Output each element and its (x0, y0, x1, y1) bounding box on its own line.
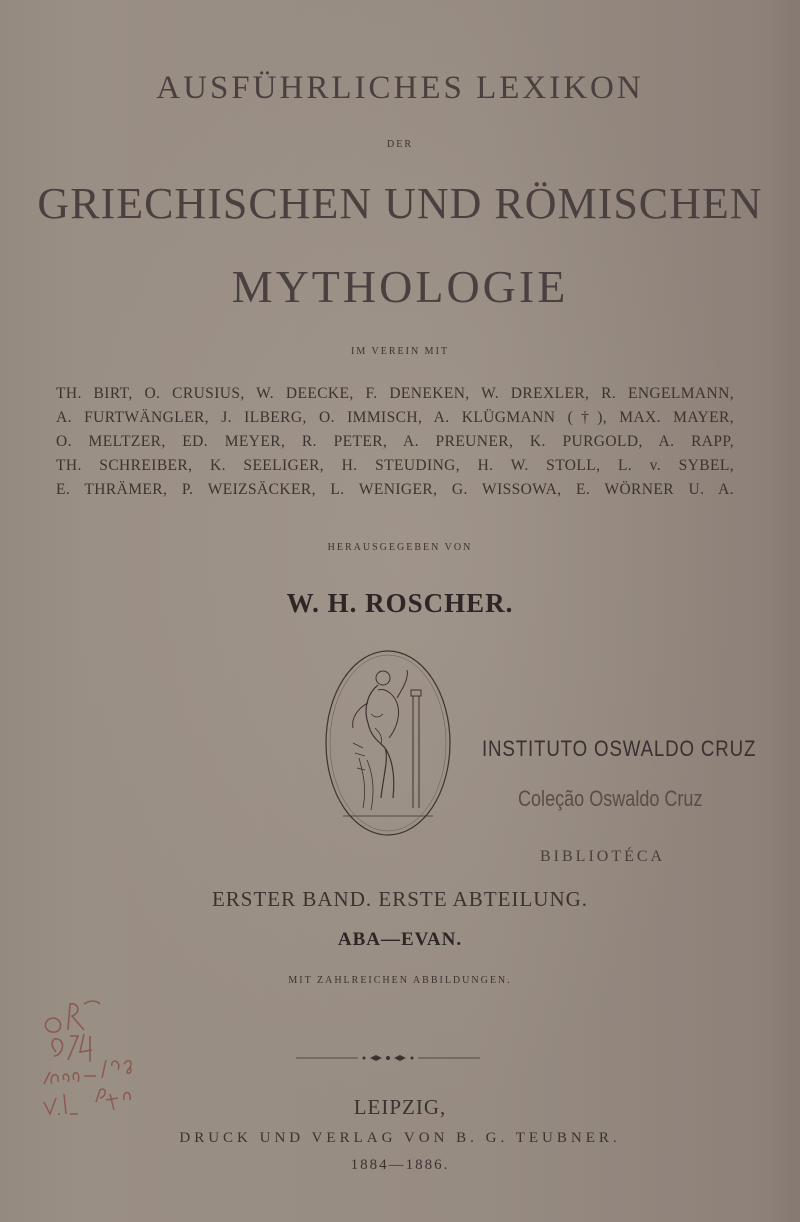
imprint-city: LEIPZIG, (353, 1095, 447, 1119)
volume-band: ERSTER BAND. ERSTE ABTEILUNG. (211, 887, 589, 911)
contributors-line: A. FURTWÄNGLER, J. ILBERG, O. IMMISCH, A. KLÜGMANN (†), MAX. MAYER, (56, 409, 734, 426)
title-line-1: AUSFÜHRLICHES LEXIKON (156, 70, 644, 106)
editor-intro: HERAUSGEGEBEN VON (327, 542, 473, 553)
volume-range: ABA—EVAN. (337, 929, 463, 950)
in-association-label: IM VEREIN MIT (350, 346, 450, 357)
title-line-2: DER (387, 139, 413, 150)
imprint-publisher: DRUCK UND VERLAG VON B. G. TEUBNER. (179, 1130, 621, 1146)
engraved-oval-seal-figure-icon (323, 648, 453, 838)
stamp-library: BIBLIOTÉCA (540, 848, 666, 865)
contributors-line: TH. BIRT, O. CRUSIUS, W. DEECKE, F. DENEKEN, W. DREXLER, R. ENGELMANN, (56, 385, 734, 402)
title-line-4: MYTHOLOGIE (231, 261, 569, 312)
contributors-line: O. MELTZER, ED. MEYER, R. PETER, A. PREUNER, K. PURGOLD, A. RAPP, (56, 433, 734, 450)
stamp-institution: INSTITUTO OSWALDO CRUZ (482, 736, 757, 761)
stamp-collection: Coleção Oswaldo Cruz (518, 786, 703, 811)
contributors-line: TH. SCHREIBER, K. SEELIGER, H. STEUDING, H. W. STOLL, L. v. SYBEL, (56, 457, 734, 474)
ornamental-rule-icon (296, 1052, 480, 1064)
contributors-line: E. THRÄMER, P. WEIZSÄCKER, L. WENIGER, G. WISSOWA, E. WÖRNER U. A. (56, 481, 734, 498)
editor-name: W. H. ROSCHER. (286, 588, 514, 618)
imprint-years: 1884—1886. (350, 1157, 450, 1173)
title-line-3: GRIECHISCHEN UND RÖMISCHEN (37, 179, 763, 228)
illustrations-note: MIT ZAHLREICHEN ABBILDUNGEN. (288, 975, 512, 986)
